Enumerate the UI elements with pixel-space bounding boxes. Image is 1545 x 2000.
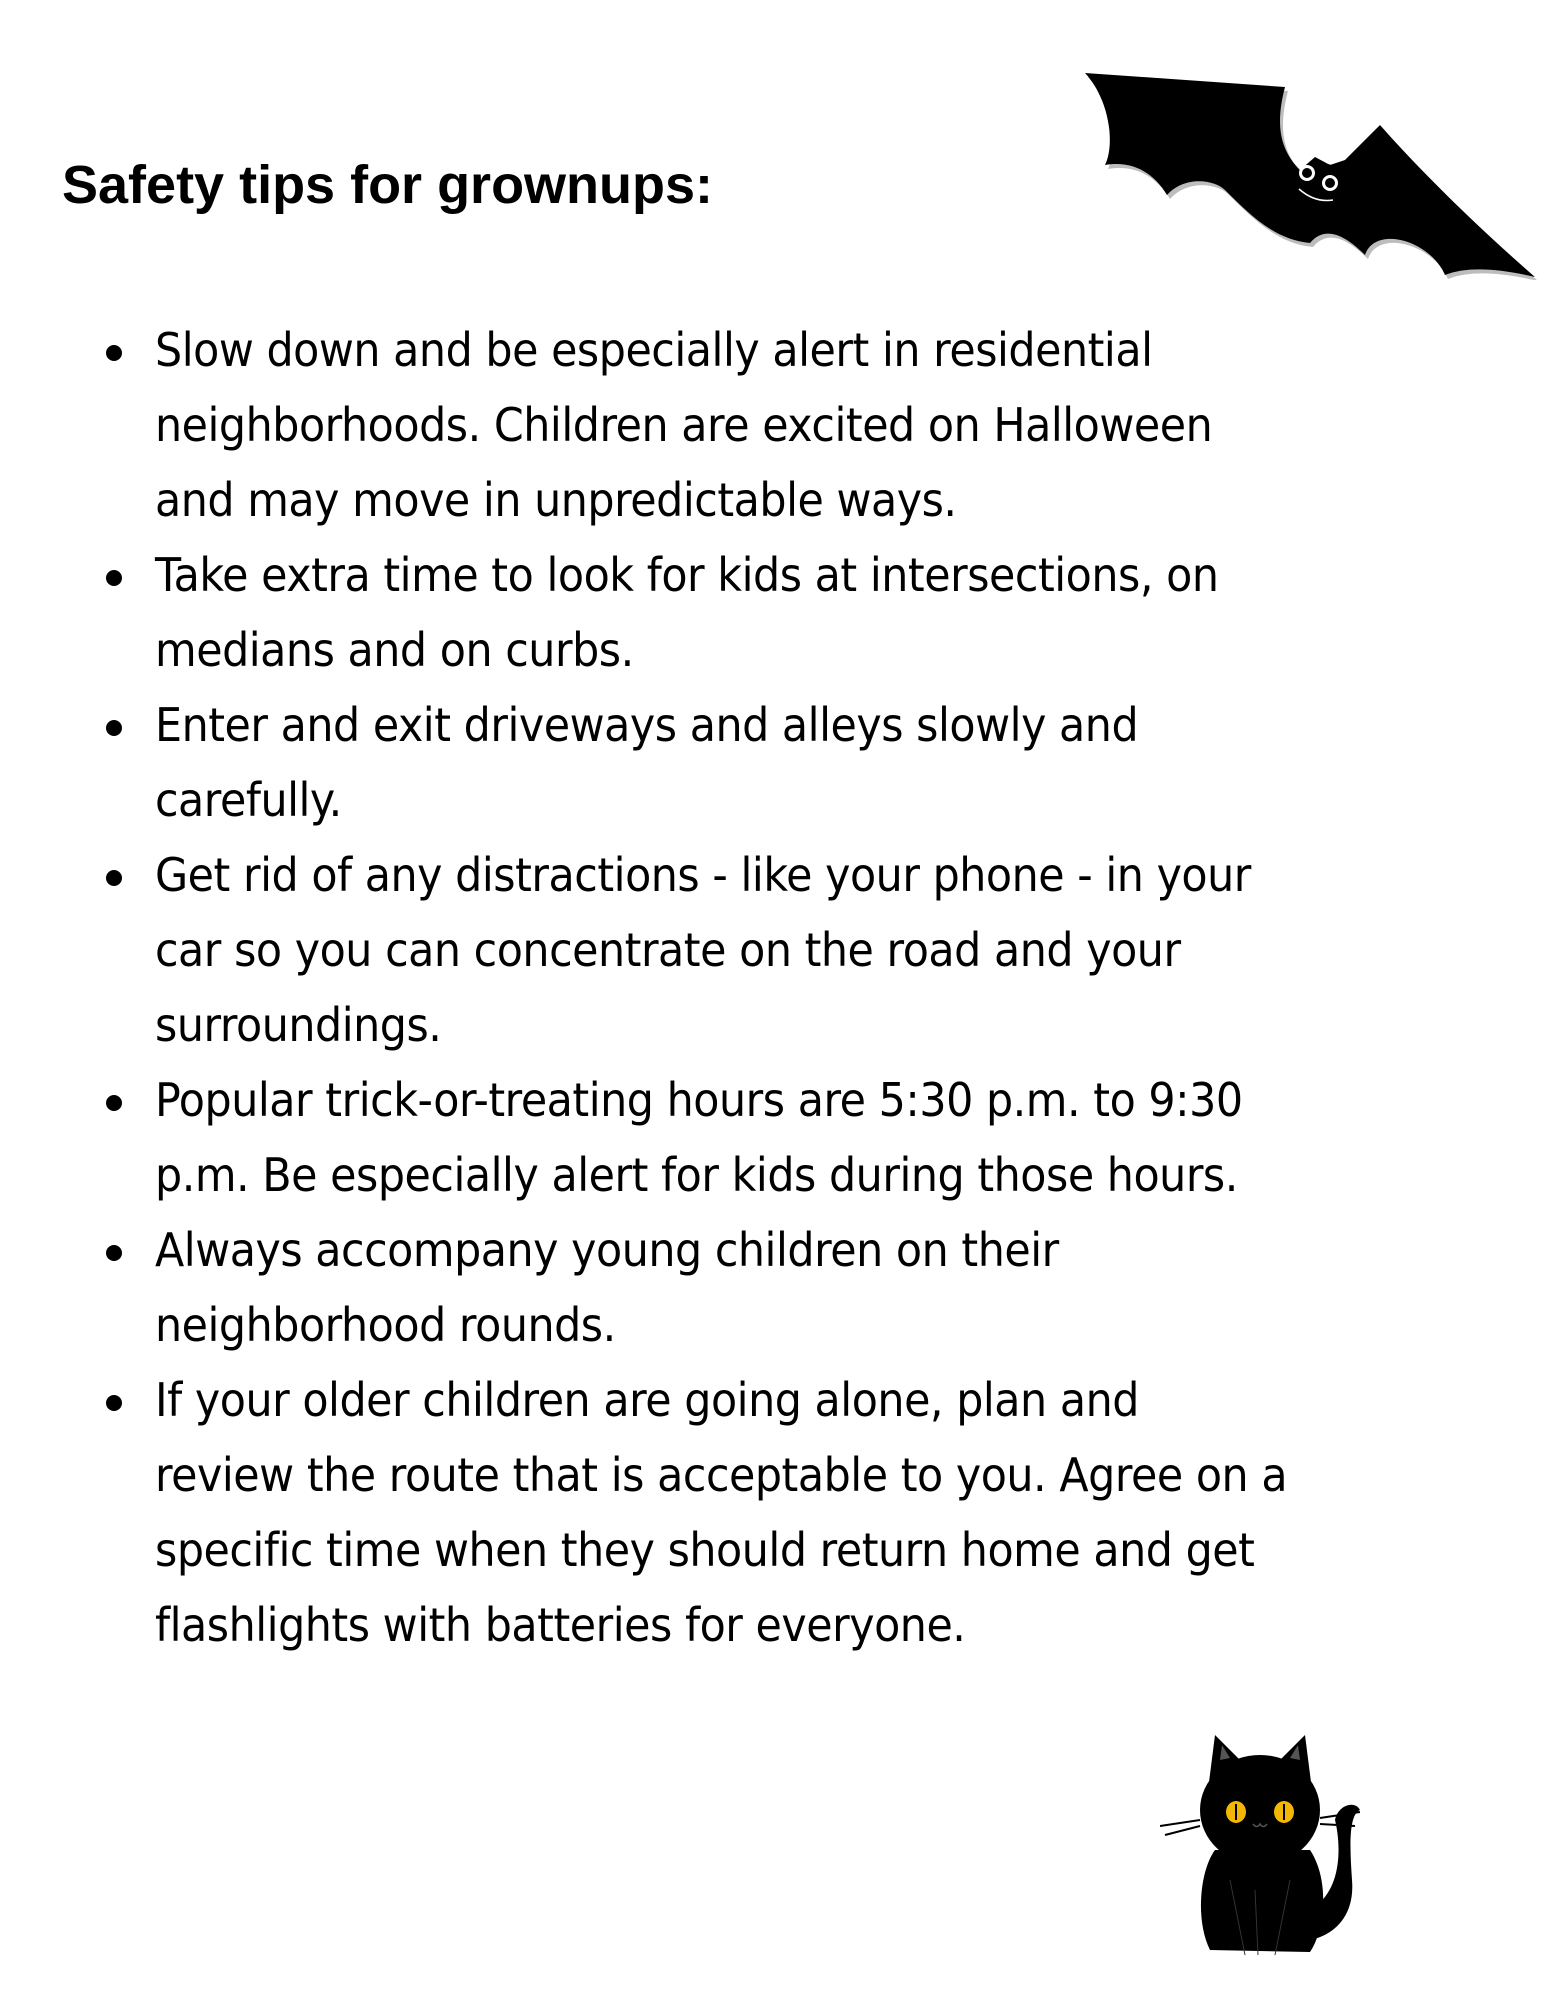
tip-text: Enter and exit driveways and alleys slowly and [155, 698, 1139, 752]
list-item [0, 1213, 1545, 1363]
tip-text: surroundings. [155, 998, 442, 1052]
tip-text: If your older children are going alone, plan and [155, 1373, 1139, 1427]
list-item [0, 313, 1545, 538]
bullet-icon [106, 1245, 122, 1261]
tip-text: flashlights with batteries for everyone. [155, 1598, 966, 1652]
list-item [0, 838, 1545, 1063]
black-cat-icon [1160, 1720, 1360, 1970]
tip-text: and may move in unpredictable ways. [155, 473, 957, 527]
tip-text: Get rid of any distractions - like your phone - in your [155, 848, 1251, 902]
tip-text: medians and on curbs. [155, 623, 634, 677]
list-item [0, 1063, 1545, 1213]
tip-text: carefully. [155, 773, 342, 827]
tip-text: Popular trick-or-treating hours are 5:30 p.m. to 9:30 [155, 1073, 1243, 1127]
tip-text: p.m. Be especially alert for kids during those hours. [155, 1148, 1238, 1202]
page-title: Safety tips for grownups: [62, 155, 714, 215]
list-item [0, 1363, 1545, 1663]
tip-text: car so you can concentrate on the road and your [155, 923, 1181, 977]
tip-text: specific time when they should return home and get [155, 1523, 1255, 1577]
tip-text: review the route that is acceptable to you. Agree on a [155, 1448, 1288, 1502]
safety-tips-list [0, 313, 1545, 1663]
list-item [0, 688, 1545, 838]
tip-text: neighborhoods. Children are excited on Halloween [155, 398, 1213, 452]
tip-text: neighborhood rounds. [155, 1298, 616, 1352]
tip-text: Always accompany young children on their [155, 1223, 1059, 1277]
bullet-icon [106, 720, 122, 736]
bullet-icon [106, 870, 122, 886]
bullet-icon [106, 570, 122, 586]
tip-text: Slow down and be especially alert in residential [155, 323, 1153, 377]
bat-icon [1075, 65, 1545, 280]
bullet-icon [106, 1095, 122, 1111]
bullet-icon [106, 1395, 122, 1411]
tip-text: Take extra time to look for kids at intersections, on [155, 548, 1219, 602]
bullet-icon [106, 345, 122, 361]
list-item [0, 538, 1545, 688]
